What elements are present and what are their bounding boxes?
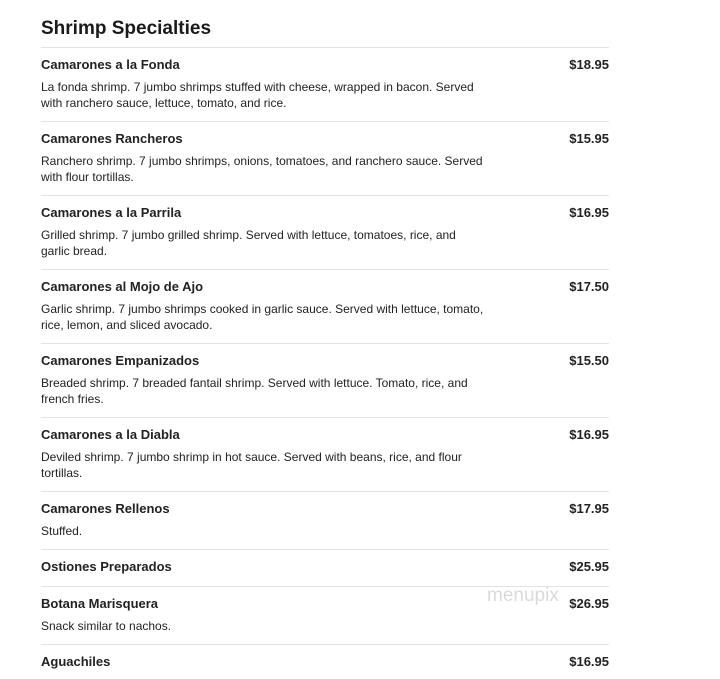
item-description: Grilled shrimp. 7 jumbo grilled shrimp. Served with lettuce, tomatoes, rice, and garlic bread.	[41, 228, 456, 258]
item-name: Camarones Rellenos	[41, 501, 170, 516]
item-price: $15.50	[569, 353, 609, 368]
item-name: Botana Marisquera	[41, 596, 159, 611]
menu-item	[41, 549, 609, 586]
item-price: $25.95	[569, 559, 609, 574]
menu-item	[41, 195, 609, 269]
menu-item	[41, 417, 609, 491]
item-name: Camarones Empanizados	[41, 353, 200, 368]
menu-item	[41, 644, 609, 676]
item-price: $18.95	[569, 57, 609, 72]
menu-item	[41, 343, 609, 417]
item-description: Ranchero shrimp. 7 jumbo shrimps, onions, tomatoes, and ranchero sauce. Served with flour tortillas.	[41, 154, 483, 184]
item-description: Breaded shrimp. 7 breaded fantail shrimp. Served with lettuce. Tomato, rice, and french fries.	[41, 376, 468, 406]
item-price: $26.95	[569, 596, 609, 611]
item-name: Aguachiles	[41, 654, 111, 669]
menupix-watermark: menupix	[487, 585, 559, 606]
item-description: Snack similar to nachos.	[41, 619, 172, 633]
item-name: Camarones Rancheros	[41, 131, 183, 146]
item-name: Camarones al Mojo de Ajo	[41, 279, 204, 294]
section-title: Shrimp Specialties	[41, 18, 212, 39]
menu-section	[41, 18, 609, 676]
item-price: $15.95	[569, 131, 609, 146]
menu-item	[41, 121, 609, 195]
menu-item	[41, 586, 609, 644]
item-name: Ostiones Preparados	[41, 559, 172, 574]
item-price: $17.95	[569, 501, 609, 516]
item-name: Camarones a la Diabla	[41, 427, 180, 442]
item-description: Garlic shrimp. 7 jumbo shrimps cooked in garlic sauce. Served with lettuce, tomato, rice, lemon, and sliced avocado.	[41, 302, 484, 332]
item-price: $16.95	[569, 427, 609, 442]
menu-item	[41, 269, 609, 343]
item-description: Deviled shrimp. 7 jumbo shrimp in hot sauce. Served with beans, rice, and flour tortillas.	[41, 450, 462, 480]
menu-item	[41, 47, 609, 121]
item-price: $17.50	[569, 279, 609, 294]
item-name: Camarones a la Parrila	[41, 205, 182, 220]
menu-item	[41, 491, 609, 549]
item-description: La fonda shrimp. 7 jumbo shrimps stuffed with cheese, wrapped in bacon. Served with ranchero sauce, lettuce, tomato, and rice.	[41, 80, 474, 110]
item-price: $16.95	[569, 205, 609, 220]
item-name: Camarones a la Fonda	[41, 57, 180, 72]
item-description: Stuffed.	[41, 524, 83, 538]
item-price: $16.95	[569, 654, 609, 669]
